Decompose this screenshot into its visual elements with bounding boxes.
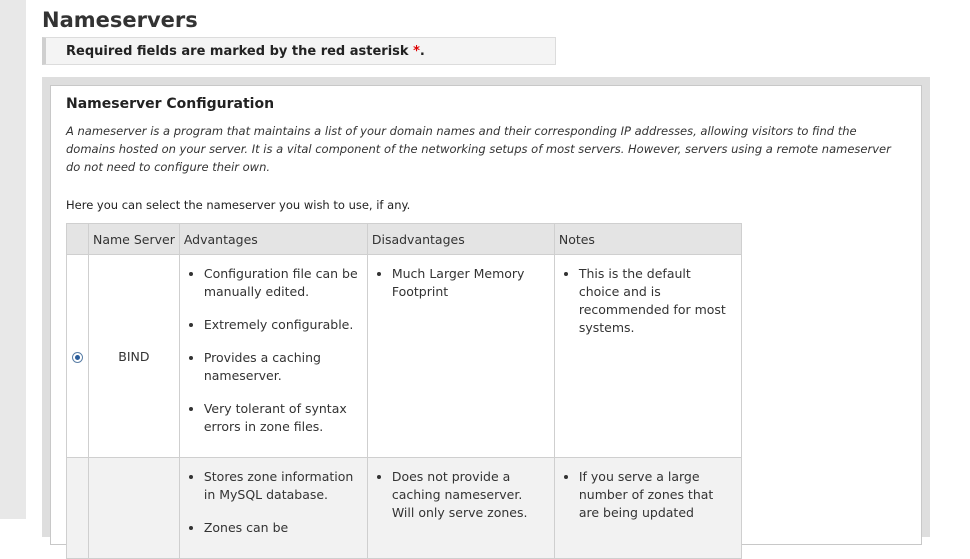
select-instruction: Here you can select the nameserver you wish to use, if any. (66, 198, 411, 212)
advantages-cell (179, 255, 367, 458)
nameserver-name: BIND (89, 255, 180, 458)
table-header-row (67, 224, 742, 255)
notes-cell (554, 458, 741, 559)
list-item: • Provides a caching nameserver. (204, 349, 361, 385)
required-note-period: . (419, 44, 425, 59)
panel-description: A nameserver is a program that maintains a list of your domain names and their corresponding IP addresses, allowing visitors to find the domains hosted on your server. It is a vital component of the networking setups of most servers. However, servers using a remote nameserver do not need to configure their own. (66, 124, 891, 174)
disadvantages-cell (367, 255, 554, 458)
disadvantages-list (368, 458, 554, 543)
notes-list (555, 255, 741, 358)
list-item: • Configuration file can be manually edited. (204, 265, 361, 301)
notes-cell (554, 255, 741, 458)
radio-cell (67, 458, 89, 559)
left-rail (0, 0, 26, 519)
page-title: Nameservers (42, 8, 198, 32)
nameserver-name (89, 458, 180, 559)
disadvantages-cell (367, 458, 554, 559)
required-note-text: Required fields are marked by the red asterisk (66, 44, 414, 59)
list-item: • If you serve a large number of zones that are being updated (579, 468, 735, 522)
advantages-list (180, 255, 367, 457)
header-disadvantages: Disadvantages (367, 224, 554, 255)
list-item: • Very tolerant of syntax errors in zone files. (204, 400, 361, 436)
list-item: • Stores zone information in MySQL database. (204, 468, 361, 504)
list-item: • This is the default choice and is recommended for most systems. (579, 265, 735, 337)
header-select (67, 224, 89, 255)
advantages-list (180, 458, 367, 558)
list-item: • Zones can be (204, 519, 361, 537)
header-notes: Notes (554, 224, 741, 255)
nameserver-radio-bind[interactable] (72, 352, 83, 363)
table-row (67, 458, 742, 559)
advantages-cell (179, 458, 367, 559)
radio-cell (67, 255, 89, 458)
list-item: • Extremely configurable. (204, 316, 361, 334)
nameserver-config-panel (50, 85, 922, 545)
list-item: • Much Larger Memory Footprint (392, 265, 548, 301)
nameserver-table (66, 223, 742, 559)
list-item: • Does not provide a caching nameserver. Will only serve zones. (392, 468, 548, 522)
header-name-server: Name Server (89, 224, 180, 255)
disadvantages-list (368, 255, 554, 322)
notes-list (555, 458, 741, 543)
panel-title: Nameserver Configuration (66, 96, 275, 112)
header-advantages: Advantages (179, 224, 367, 255)
required-asterisk: * (413, 44, 420, 59)
required-fields-note (42, 37, 556, 65)
table-row (67, 255, 742, 458)
radio-selected-dot (75, 355, 80, 360)
